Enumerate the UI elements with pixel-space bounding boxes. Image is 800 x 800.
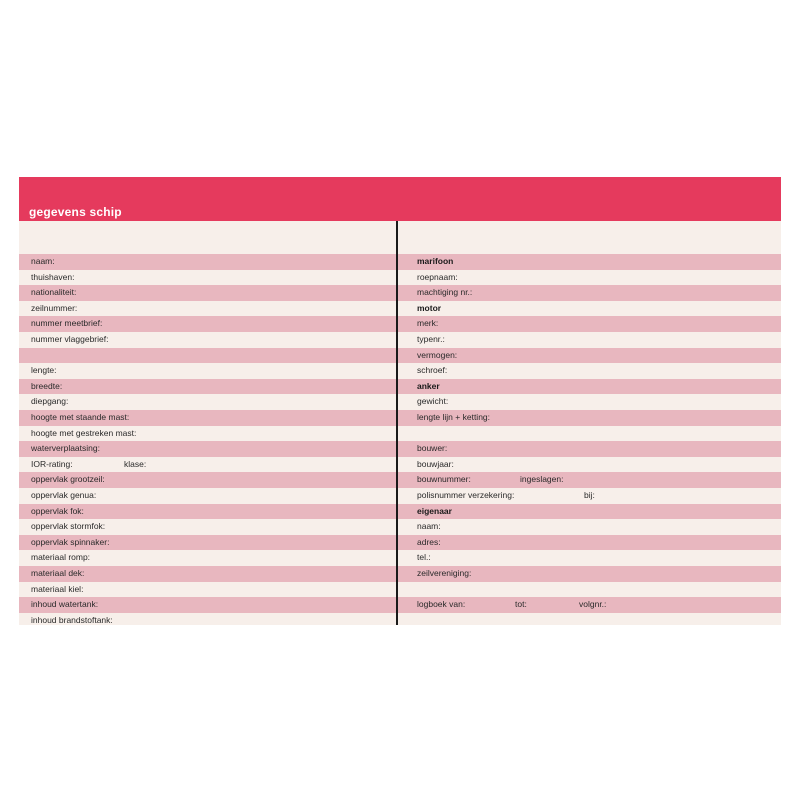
- right-field-row: [398, 254, 781, 270]
- right-field-row: [398, 488, 781, 504]
- left-field-row: [19, 348, 396, 364]
- right-field-row: [398, 410, 781, 426]
- left-field-row: [19, 582, 396, 598]
- right-field-row: [398, 597, 781, 613]
- left-field-label: materiaal romp:: [31, 552, 91, 563]
- right-field-row: [398, 519, 781, 535]
- left-field-row: [19, 254, 396, 270]
- left-field-row: [19, 285, 396, 301]
- left-field-label: IOR-rating:: [31, 458, 73, 469]
- left-field-label: lengte:: [31, 365, 57, 376]
- left-field-row: [19, 550, 396, 566]
- right-field-row: [398, 613, 781, 625]
- right-field-label: lengte lijn + ketting:: [417, 412, 491, 422]
- left-field-row: [19, 566, 396, 582]
- right-field-row: [398, 550, 781, 566]
- left-field-label: oppervlak genua:: [31, 490, 97, 500]
- right-field-label: zeilvereniging:: [417, 568, 472, 578]
- right-field-label: bouwer:: [417, 443, 448, 454]
- right-field-row: [398, 582, 781, 598]
- volgnr-label: volgnr.:: [579, 599, 607, 610]
- right-field-row: [398, 441, 781, 457]
- left-field-label: oppervlak grootzeil:: [31, 474, 105, 485]
- right-field-row: [398, 301, 781, 317]
- left-field-label: nationaliteit:: [31, 287, 77, 298]
- right-field-label: bouwjaar:: [417, 458, 454, 469]
- left-field-row: [19, 488, 396, 504]
- left-field-row: [19, 504, 396, 520]
- right-field-label: vermogen:: [417, 349, 458, 360]
- left-field-row: [19, 332, 396, 348]
- right-field-label: adres:: [417, 536, 441, 547]
- klase-label: klase:: [124, 458, 147, 469]
- left-field-label: oppervlak spinnaker:: [31, 536, 110, 547]
- right-field-label: motor: [417, 302, 442, 313]
- right-field-row: [398, 472, 781, 488]
- left-field-row: [19, 301, 396, 317]
- right-field-row: [398, 285, 781, 301]
- left-field-row: [19, 535, 396, 551]
- right-field-label: marifoon: [417, 256, 454, 266]
- left-field-row: [19, 394, 396, 410]
- right-field-row: [398, 566, 781, 582]
- left-field-label: diepgang:: [31, 396, 69, 407]
- left-field-label: naam:: [31, 256, 55, 266]
- left-field-label: materiaal kiel:: [31, 583, 84, 594]
- tot-label: tot:: [515, 599, 527, 610]
- right-field-row: [398, 332, 781, 348]
- left-field-row: [19, 457, 396, 473]
- right-field-row: [398, 504, 781, 520]
- right-field-row: [398, 379, 781, 395]
- left-field-label: inhoud brandstoftank:: [31, 614, 113, 625]
- left-field-row: [19, 613, 396, 625]
- left-field-label: breedte:: [31, 380, 63, 391]
- right-field-label: gewicht:: [417, 396, 449, 407]
- right-field-label: logboek van:: [417, 599, 466, 610]
- right-field-row: [398, 426, 781, 442]
- left-field-label: inhoud watertank:: [31, 599, 99, 610]
- left-field-row: [19, 597, 396, 613]
- right-field-label: roepnaam:: [417, 271, 458, 282]
- left-field-label: zeilnummer:: [31, 302, 78, 313]
- left-field-row: [19, 472, 396, 488]
- right-field-label: anker: [417, 380, 440, 391]
- left-field-label: hoogte met staande mast:: [31, 412, 130, 422]
- left-field-label: nummer vlaggebrief:: [31, 334, 109, 344]
- left-field-label: waterverplaatsing:: [31, 443, 100, 454]
- right-field-row: [398, 348, 781, 364]
- right-field-row: [398, 316, 781, 332]
- left-field-label: materiaal dek:: [31, 568, 85, 578]
- left-field-row: [19, 441, 396, 457]
- left-field-row: [19, 519, 396, 535]
- page-title: gegevens schip: [29, 205, 122, 219]
- right-field-label: eigenaar: [417, 505, 452, 516]
- left-field-label: nummer meetbrief:: [31, 318, 103, 329]
- left-field-label: hoogte met gestreken mast:: [31, 427, 137, 438]
- left-field-label: thuishaven:: [31, 271, 75, 282]
- right-field-row: [398, 457, 781, 473]
- ingeslagen-label: ingeslagen:: [520, 474, 564, 485]
- left-field-row: [19, 410, 396, 426]
- right-field-label: schroef:: [417, 365, 448, 376]
- right-field-label: tel.:: [417, 552, 431, 563]
- left-field-row: [19, 379, 396, 395]
- left-field-row: [19, 270, 396, 286]
- right-field-label: polisnummer verzekering:: [417, 490, 515, 500]
- right-field-label: merk:: [417, 318, 439, 329]
- bij-label: bij:: [584, 490, 595, 500]
- header-band: [19, 177, 781, 221]
- right-field-row: [398, 270, 781, 286]
- right-field-row: [398, 363, 781, 379]
- logbook-page: [19, 177, 781, 625]
- left-field-row: [19, 363, 396, 379]
- left-field-row: [19, 316, 396, 332]
- left-field-label: oppervlak stormfok:: [31, 521, 106, 532]
- left-field-row: [19, 426, 396, 442]
- right-field-label: typenr.:: [417, 334, 445, 344]
- right-field-label: bouwnummer:: [417, 474, 471, 485]
- left-field-label: oppervlak fok:: [31, 505, 84, 516]
- right-field-label: naam:: [417, 521, 441, 532]
- right-field-row: [398, 394, 781, 410]
- right-field-label: machtiging nr.:: [417, 287, 473, 298]
- right-field-row: [398, 535, 781, 551]
